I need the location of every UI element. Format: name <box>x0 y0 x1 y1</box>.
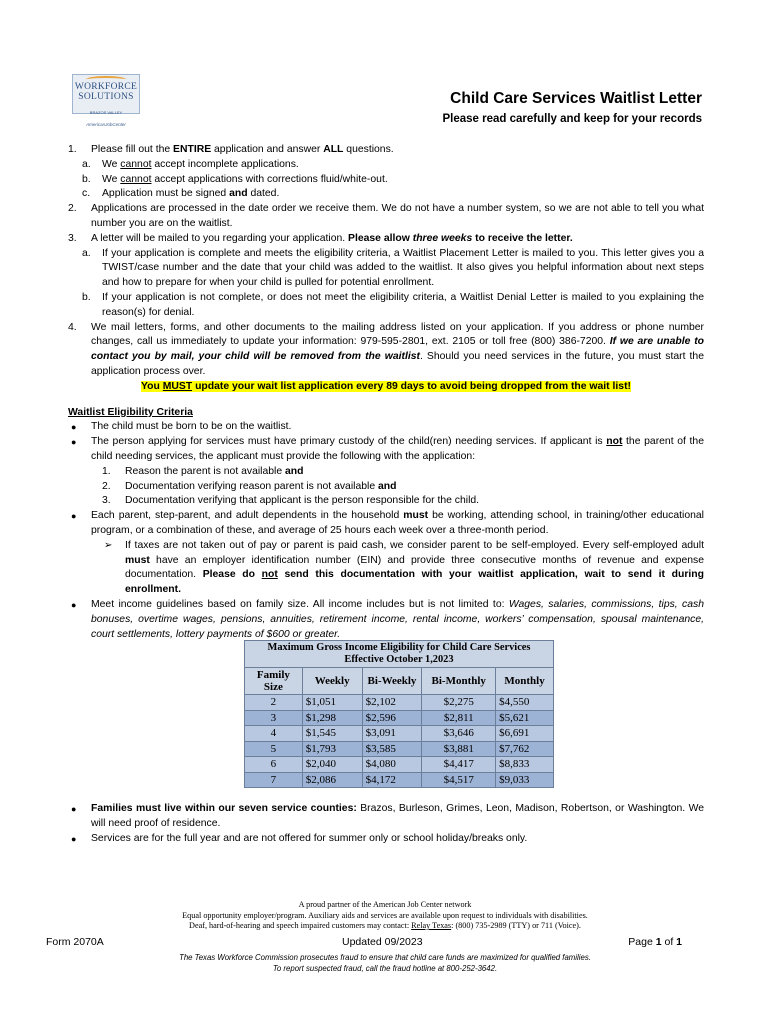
text: have an employer identification number (EIN) and provide three consecutive months of revenue and expense documentation. <box>125 554 704 581</box>
table-cell: $5,621 <box>496 710 554 726</box>
income-eligibility-table <box>244 640 554 788</box>
relay-texas-link[interactable]: Relay Texas <box>411 921 452 930</box>
list-number: 2. <box>68 203 77 215</box>
list-number: 4. <box>68 321 77 333</box>
text: of <box>661 936 677 948</box>
criteria-num-3 <box>68 494 704 509</box>
table-cell: 4 <box>245 726 303 742</box>
fraud-notice <box>0 952 770 974</box>
highlight-text: update your wait list application every 89 days to avoid being dropped from the wait list! <box>192 380 631 392</box>
table-cell: $2,275 <box>422 695 496 711</box>
table-cell: $6,691 <box>496 726 554 742</box>
table-caption-line2: Effective October 1,2023 <box>344 654 454 665</box>
text: If your application is complete and meets the eligibility criteria, a Waitlist Placement Letter is mailed to you. This letter gives you a TWIST/case number and the date that your child was added to the waitlist. It also gives you helpful information about next steps and how to prepare for when your child is pulled for potential enrollment. <box>102 247 704 289</box>
table-cell: $1,051 <box>302 695 362 711</box>
text: Services are for the full year and are not offered for summer only or school holiday/breaks only. <box>91 832 528 844</box>
additional-criteria <box>68 802 704 846</box>
text: Page <box>628 936 656 948</box>
logo-ajc: AmericanJobCenter <box>86 122 126 127</box>
table-cell: $1,545 <box>302 726 362 742</box>
table-cell: $8,833 <box>496 757 554 773</box>
logo-title-line1: WORKFORCE <box>74 82 138 92</box>
list-item-4 <box>68 321 704 380</box>
text-bold: send this documentation with your waitlist application, wait to send it during enrollment. <box>125 569 704 596</box>
text: the parent of the child needing services, the applicant must provide the following with the application: <box>91 436 704 462</box>
income-table <box>244 640 554 788</box>
text-bold: to receive the letter. <box>472 232 573 244</box>
column-header: Monthly <box>496 668 554 695</box>
logo-subtitle: BRAZOS VALLEY <box>89 110 123 115</box>
table-cell: $9,033 <box>496 772 554 788</box>
table-caption-row <box>245 641 554 668</box>
text-bold: must <box>403 510 429 522</box>
text-bold: Families must live within our seven service counties: <box>91 803 357 814</box>
instructions-list <box>68 143 704 642</box>
form-number: Form 2070A <box>46 936 104 948</box>
list-item-1 <box>68 143 704 158</box>
text-bold: and <box>285 465 304 477</box>
table-row <box>245 757 554 773</box>
table-cell: $4,080 <box>362 757 422 773</box>
table-cell: 6 <box>245 757 303 773</box>
text-bold-italic: three weeks <box>412 232 473 244</box>
text: If taxes are not taken out of pay or parent is paid cash, we consider parent to be self-employed. Every self-employed adult <box>125 539 704 551</box>
text: Brazos, Burleson, Grimes, Leon, Madison, Robertson, or Washington. We will need proof of residence. <box>91 803 704 829</box>
table-cell: $4,172 <box>362 772 422 788</box>
list-letter: c. <box>82 188 91 200</box>
text-bold-italic: If we are unable to contact you by mail, your child will be removed from the waitlist <box>91 336 705 363</box>
criteria-bullet-1 <box>68 420 704 435</box>
text-bold: and <box>229 188 248 200</box>
text: Please fill out the <box>91 144 174 155</box>
text: If your application is not complete, or does not meet the eligibility criteria, a Waitlist Denial Letter is mailed to you explaining the reason(s) for denial. <box>102 291 704 318</box>
text-bold: must <box>125 554 150 566</box>
workforce-solutions-logo <box>72 72 140 130</box>
text-bold: ENTIRE <box>173 144 212 155</box>
table-cell: 7 <box>245 772 303 788</box>
table-cell: $4,417 <box>422 757 496 773</box>
bullet-icon: ● <box>71 437 77 448</box>
table-caption-line1: Maximum Gross Income Eligibility for Child Care Services <box>267 642 531 653</box>
bullet-icon: ● <box>71 804 77 814</box>
text: Deaf, hard-of-hearing and speech impaired customers may contact: <box>189 921 412 930</box>
column-header: Weekly <box>302 668 362 695</box>
table-caption <box>245 641 554 668</box>
text-bold-underline: not <box>606 436 623 448</box>
list-item-3b <box>68 291 704 321</box>
text: : (800) 735-2989 (TTY) or 711 (Voice). <box>451 921 581 930</box>
criteria-bullet-4 <box>68 598 704 642</box>
text: Application must be signed <box>102 188 230 200</box>
list-number: 3. <box>102 495 111 507</box>
logo-title-line2: SOLUTIONS <box>78 92 134 102</box>
table-cell: $3,646 <box>422 726 496 742</box>
table-row <box>245 695 554 711</box>
partner-line: A proud partner of the American Job Center network <box>298 900 472 909</box>
arrow-bullet-icon: ➢ <box>104 539 113 551</box>
page-number <box>628 935 682 950</box>
page-title: Child Care Services Waitlist Letter <box>450 90 702 107</box>
table-row <box>245 710 554 726</box>
fraud-line-2: To report suspected fraud, call the fraud hotline at 800-252-3642. <box>272 964 498 973</box>
list-item-3 <box>68 232 704 247</box>
table-cell: $3,881 <box>422 741 496 757</box>
list-letter: b. <box>82 291 91 303</box>
list-item-3a <box>68 247 704 291</box>
eeo-line: Equal opportunity employer/program. Auxiliary aids and services are available upon request to individuals with disabilities. <box>182 910 588 920</box>
table-cell: $2,040 <box>302 757 362 773</box>
list-item-1a <box>68 158 704 173</box>
table-cell: $4,517 <box>422 772 496 788</box>
text: Reason the parent is not available <box>125 465 286 477</box>
updated-date: Updated 09/2023 <box>342 936 423 948</box>
list-item-2 <box>68 202 704 232</box>
text: accept incomplete applications. <box>151 158 299 170</box>
bullet-icon: ● <box>71 511 77 522</box>
bullet-icon: ● <box>71 599 77 610</box>
text-underline: cannot <box>120 173 152 185</box>
text: Each parent, step-parent, and adult dependents in the household <box>91 510 404 522</box>
text: A letter will be mailed to you regarding your application. <box>91 232 349 244</box>
text: Documentation verifying reason parent is not available <box>125 480 378 492</box>
text: We mail letters, forms, and other documents to the mailing address listed on your application. If you address or phone number changes, call us immediately to update your information: 979-595-2801, ext. 2105 or toll free (800) 386-7200. <box>91 321 704 348</box>
table-cell: 2 <box>245 695 303 711</box>
criteria-bullet-3 <box>68 509 704 539</box>
bullet-icon: ● <box>71 833 77 844</box>
criteria-bullet-5 <box>68 802 704 832</box>
list-number: 1. <box>68 144 77 155</box>
table-cell: $2,086 <box>302 772 362 788</box>
table-cell: $3,585 <box>362 741 422 757</box>
table-cell: $4,550 <box>496 695 554 711</box>
list-number: 2. <box>102 480 111 492</box>
table-cell: $1,298 <box>302 710 362 726</box>
table-row <box>245 726 554 742</box>
text: application and answer <box>211 144 324 155</box>
list-number: 1. <box>102 465 111 477</box>
list-item-1b <box>68 173 704 188</box>
list-letter: a. <box>82 158 91 170</box>
highlight-text: You <box>141 380 163 392</box>
table-row <box>245 741 554 757</box>
relay-line <box>0 921 770 932</box>
table-row <box>245 772 554 788</box>
text: We <box>102 158 121 170</box>
criteria-num-2 <box>68 480 704 495</box>
text-bold: 1 <box>676 936 682 948</box>
text-bold: ALL <box>323 144 344 155</box>
table-cell: $2,596 <box>362 710 422 726</box>
text: dated. <box>247 188 280 200</box>
criteria-bullet-2 <box>68 435 704 465</box>
page-subtitle: Please read carefully and keep for your records <box>442 113 702 125</box>
text: Meet income guidelines based on family size. All income includes but is not limited to: <box>91 598 509 610</box>
self-employed-note <box>68 539 704 598</box>
list-letter: b. <box>82 173 91 185</box>
bullet-icon: ● <box>71 422 77 433</box>
criteria-bullet-6 <box>68 832 704 847</box>
text: be working, attending school, in training/other educational program, or a combination of these, and average of 25 hours each week over a three-month period. <box>91 510 704 536</box>
logo-title <box>72 82 140 102</box>
table-cell: 3 <box>245 710 303 726</box>
text: Documentation verifying that applicant is the person responsible for the child. <box>125 495 480 507</box>
text-bold: 1 <box>655 936 662 948</box>
text: The child must be born to be on the waitlist. <box>91 421 292 433</box>
table-cell: $2,102 <box>362 695 422 711</box>
footer-partner <box>0 900 770 932</box>
update-reminder <box>68 380 704 395</box>
highlight-text-underline: MUST <box>162 380 193 392</box>
list-number: 3. <box>68 232 77 244</box>
column-header: Bi-Monthly <box>422 668 496 695</box>
column-header: Family Size <box>245 668 303 695</box>
text-bold-underline: not <box>261 569 278 581</box>
column-header: Bi-Weekly <box>362 668 422 695</box>
criteria-num-1 <box>68 465 704 480</box>
section-heading: Waitlist Eligibility Criteria <box>68 406 193 418</box>
text: The person applying for services must have primary custody of the child(ren) needing services. If applicant is <box>91 436 607 448</box>
text-italic: Wages, salaries, commissions, tips, cash bonuses, overtime wages, pensions, annuities, retirement income, rental income, workers’ compensation, spousal maintenance, court settlements, lottery payments of $600 or greater. <box>91 598 704 640</box>
text: We <box>102 173 121 185</box>
text-bold: Please do <box>202 569 262 581</box>
text-bold: Please allow <box>348 232 413 244</box>
text: . Should you need services in the future, you must start the application process over. <box>91 351 704 377</box>
text-underline: cannot <box>120 158 152 170</box>
fraud-line-1: The Texas Workforce Commission prosecutes fraud to ensure that child care funds are maximized for qualified families. <box>179 953 591 962</box>
table-cell: $7,762 <box>496 741 554 757</box>
table-header-row <box>245 668 554 695</box>
table-cell: $1,793 <box>302 741 362 757</box>
text: Applications are processed in the date order we receive them. We do not have a number system, so we are not able to tell you what number you are on the waitlist. <box>91 203 704 229</box>
text-bold: and <box>377 480 397 492</box>
text: questions. <box>343 144 394 155</box>
list-letter: a. <box>82 247 91 259</box>
list-item-1c <box>68 187 704 202</box>
table-cell: $2,811 <box>422 710 496 726</box>
table-cell: $3,091 <box>362 726 422 742</box>
table-cell: 5 <box>245 741 303 757</box>
text: accept applications with corrections fluid/white-out. <box>151 173 388 185</box>
